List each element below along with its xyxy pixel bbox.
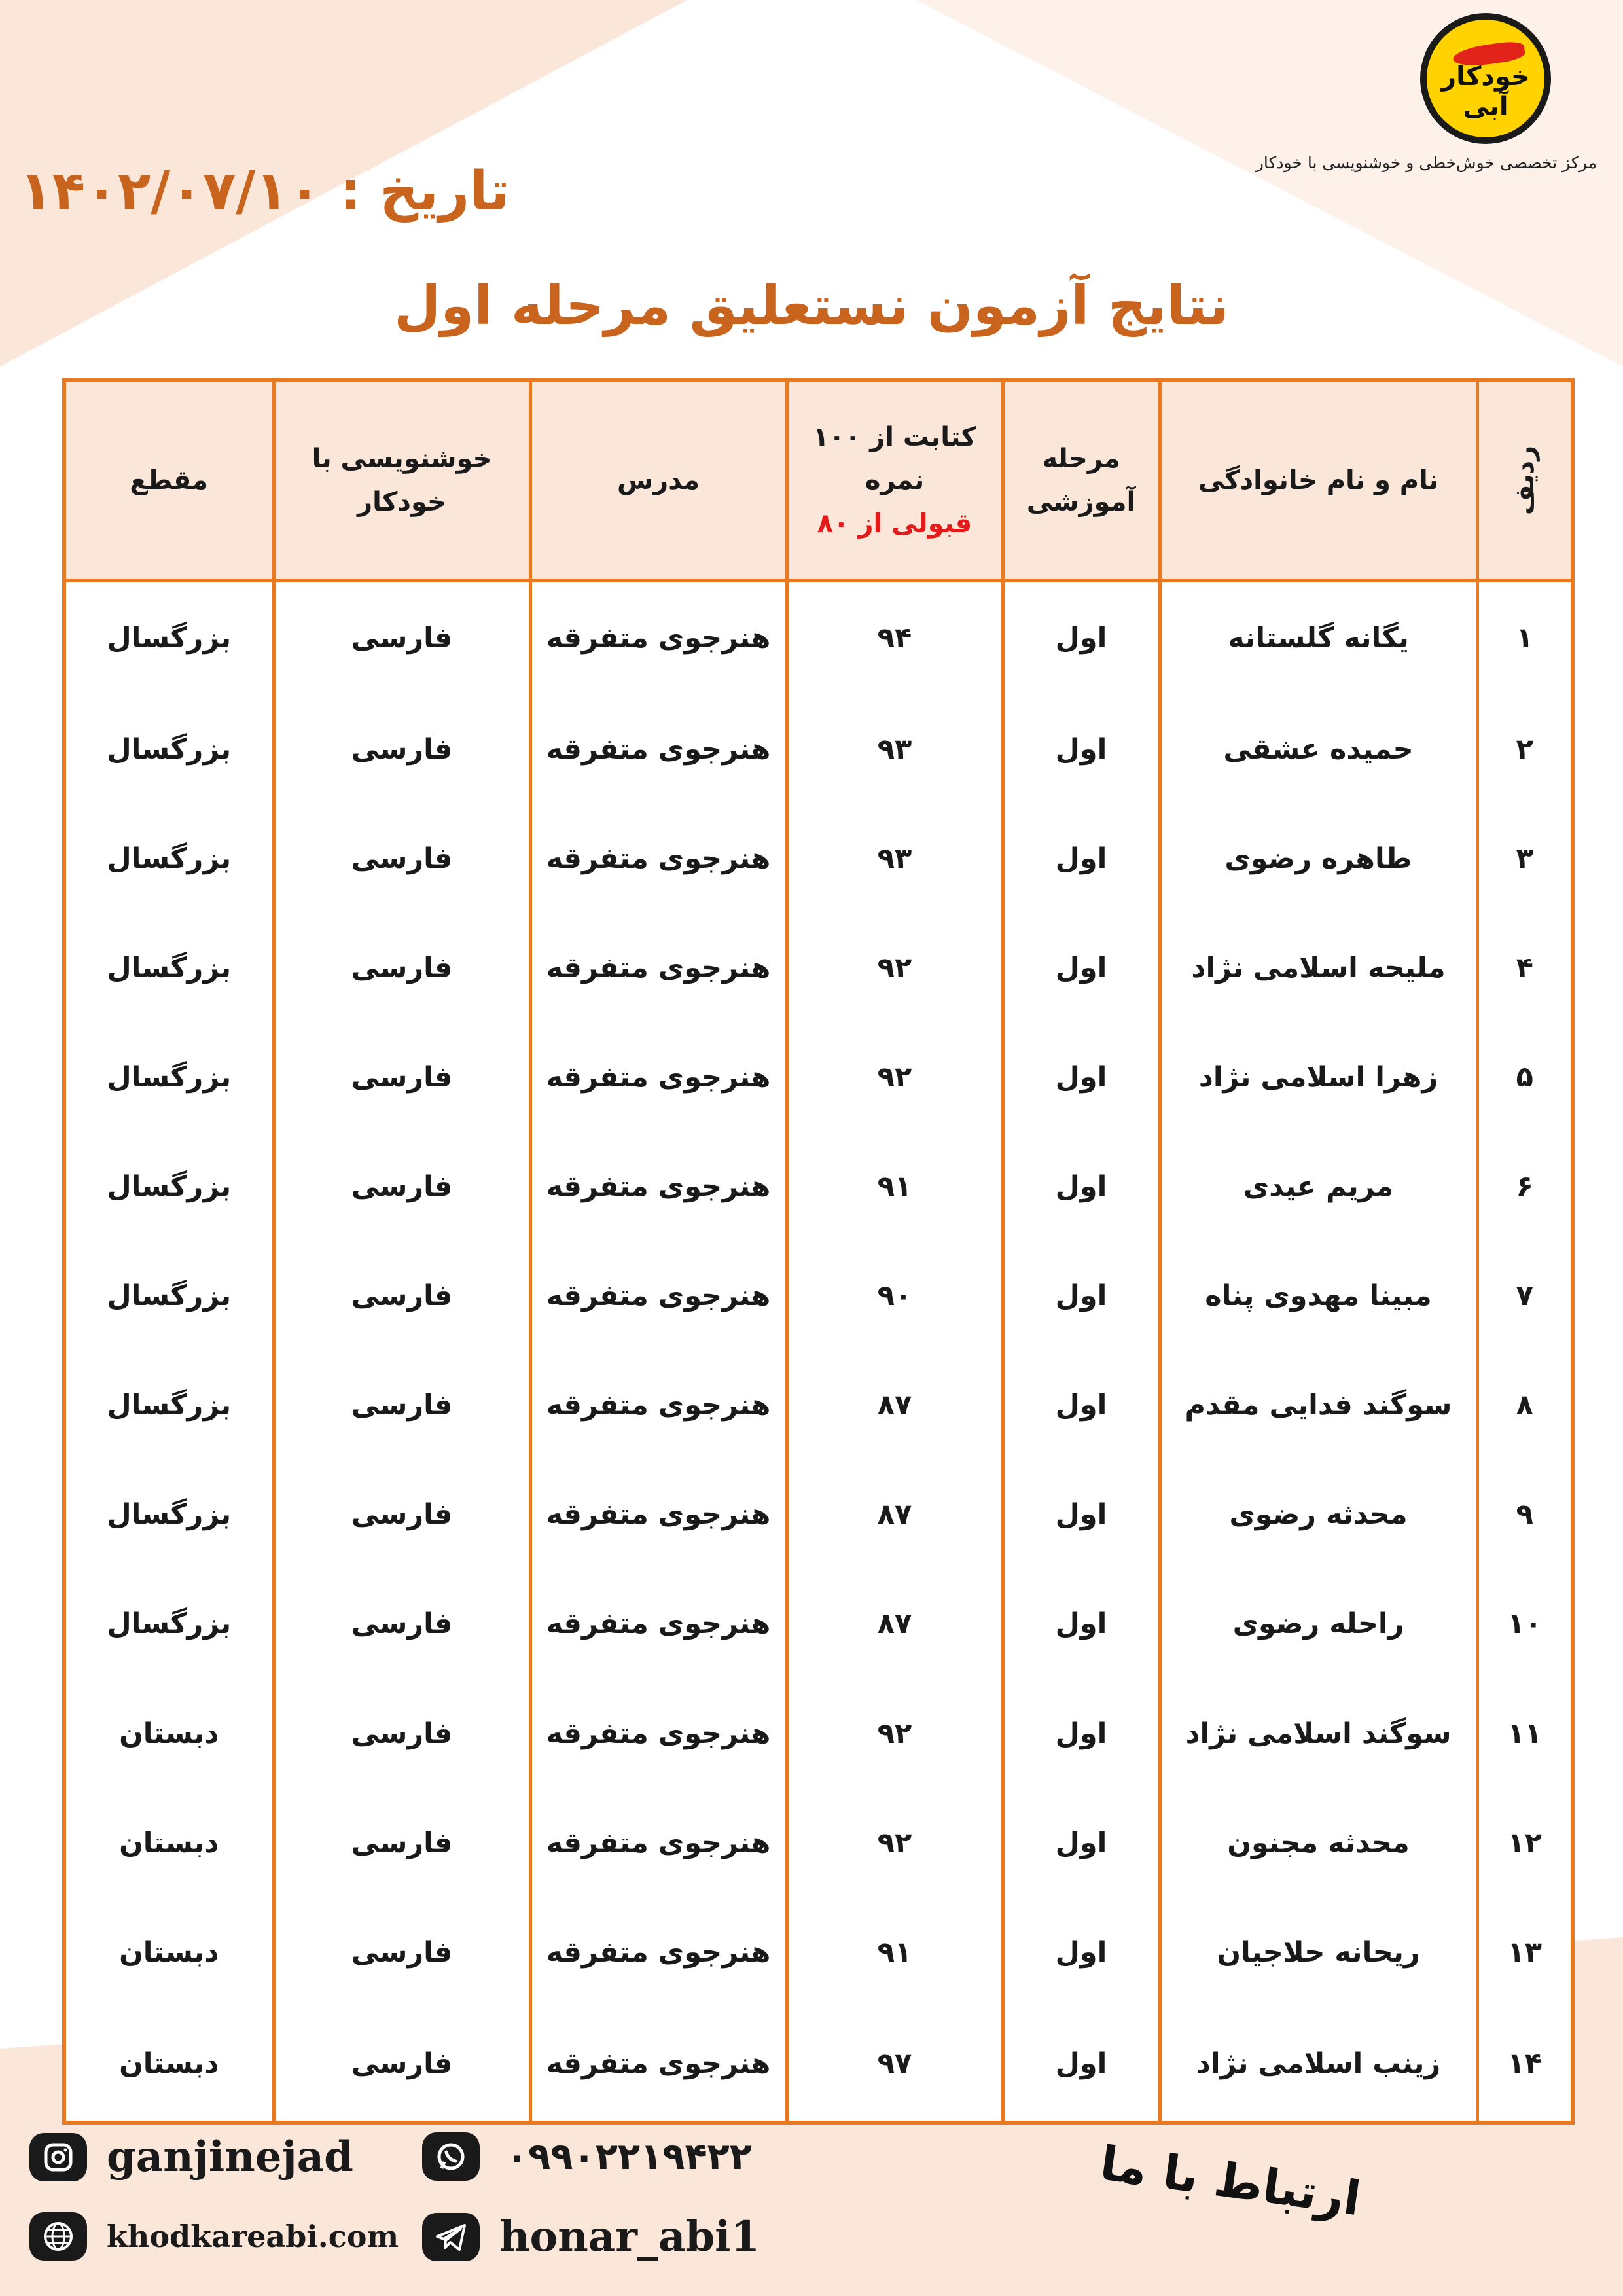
stage-cell: اول [1003, 914, 1160, 1023]
calligraphy-type-cell: فارسی [274, 1460, 530, 1570]
level-cell: دبستان [64, 1788, 274, 1897]
globe-icon [29, 2212, 87, 2261]
header-type: خوشنویسی با خودکار [274, 380, 530, 581]
table-row [64, 1460, 1573, 1570]
calligraphy-type-cell: فارسی [274, 1788, 530, 1897]
row-number-cell: ۹ [1477, 1460, 1573, 1570]
table-row [64, 1132, 1573, 1242]
teacher-cell: هنرجوی متفرقه [530, 1132, 787, 1242]
score-cell: ۹۲ [787, 1788, 1003, 1897]
teacher-cell: هنرجوی متفرقه [530, 581, 787, 695]
row-number-cell: ۲ [1477, 695, 1573, 804]
row-number-cell: ۳ [1477, 804, 1573, 914]
student-name-cell: سوگند فدایی مقدم [1160, 1351, 1477, 1460]
student-name-cell: زینب اسلامی نژاد [1160, 2007, 1477, 2123]
header-score: کتابت از ۱۰۰ نمره قبولی از ۸۰ [787, 380, 1003, 581]
instagram-contact[interactable] [29, 2132, 353, 2181]
header-stage: مرحله آموزشی [1003, 380, 1160, 581]
website-contact[interactable] [29, 2212, 399, 2261]
date-label: تاریخ : ۱۴۰۲/۰۷/۱۰ [20, 160, 510, 223]
row-number-cell: ۱۲ [1477, 1788, 1573, 1897]
score-cell: ۹۱ [787, 1132, 1003, 1242]
teacher-cell: هنرجوی متفرقه [530, 1242, 787, 1351]
calligraphy-type-cell: فارسی [274, 1897, 530, 2007]
score-cell: ۸۷ [787, 1351, 1003, 1460]
teacher-cell: هنرجوی متفرقه [530, 1023, 787, 1132]
level-cell: بزرگسال [64, 804, 274, 914]
telegram-contact[interactable] [422, 2212, 760, 2261]
table-row [64, 1023, 1573, 1132]
table-header-row [64, 380, 1573, 581]
score-cell: ۸۷ [787, 1570, 1003, 1679]
teacher-cell: هنرجوی متفرقه [530, 1351, 787, 1460]
calligraphy-type-cell: فارسی [274, 914, 530, 1023]
stage-cell: اول [1003, 1897, 1160, 2007]
level-cell: بزرگسال [64, 1132, 274, 1242]
row-number-cell: ۱۰ [1477, 1570, 1573, 1679]
row-number-cell: ۷ [1477, 1242, 1573, 1351]
score-cell: ۹۳ [787, 804, 1003, 914]
stage-cell: اول [1003, 1023, 1160, 1132]
level-cell: بزرگسال [64, 581, 274, 695]
results-table-wrapper [62, 378, 1571, 2125]
header-row-number: ردیف [1477, 380, 1573, 581]
level-cell: بزرگسال [64, 1570, 274, 1679]
table-body [64, 581, 1573, 2123]
stage-cell: اول [1003, 2007, 1160, 2123]
stage-cell: اول [1003, 1788, 1160, 1897]
website-url: khodkareabi.com [107, 2219, 399, 2254]
logo-emblem [1420, 13, 1551, 144]
level-cell: بزرگسال [64, 1351, 274, 1460]
stage-cell: اول [1003, 1679, 1160, 1788]
telegram-handle: honar_abi1 [499, 2212, 760, 2261]
header-name: نام و نام خانوادگی [1160, 380, 1477, 581]
header-level: مقطع [64, 380, 274, 581]
table-row [64, 695, 1573, 804]
row-number-cell: ۱۴ [1477, 2007, 1573, 2123]
teacher-cell: هنرجوی متفرقه [530, 1460, 787, 1570]
score-cell: ۹۳ [787, 695, 1003, 804]
score-cell: ۹۲ [787, 1023, 1003, 1132]
teacher-cell: هنرجوی متفرقه [530, 804, 787, 914]
student-name-cell: یگانه گلستانه [1160, 581, 1477, 695]
whatsapp-icon [422, 2132, 480, 2181]
row-number-cell: ۶ [1477, 1132, 1573, 1242]
teacher-cell: هنرجوی متفرقه [530, 1679, 787, 1788]
table-row [64, 1570, 1573, 1679]
row-number-cell: ۱ [1477, 581, 1573, 695]
telegram-icon [422, 2213, 480, 2261]
row-number-cell: ۱۳ [1477, 1897, 1573, 2007]
calligraphy-type-cell: فارسی [274, 581, 530, 695]
student-name-cell: محدثه رضوی [1160, 1460, 1477, 1570]
table-row [64, 1351, 1573, 1460]
row-number-cell: ۱۱ [1477, 1679, 1573, 1788]
student-name-cell: ریحانه حلاجیان [1160, 1897, 1477, 2007]
level-cell: بزرگسال [64, 1460, 274, 1570]
whatsapp-contact[interactable] [422, 2132, 752, 2181]
level-cell: بزرگسال [64, 1023, 274, 1132]
score-cell: ۹۰ [787, 1242, 1003, 1351]
score-cell: ۹۲ [787, 1679, 1003, 1788]
stage-cell: اول [1003, 1570, 1160, 1679]
page-title: نتایج آزمون نستعلیق مرحله اول [394, 275, 1229, 337]
calligraphy-type-cell: فارسی [274, 695, 530, 804]
calligraphy-type-cell: فارسی [274, 1351, 530, 1460]
student-name-cell: ملیحه اسلامی نژاد [1160, 914, 1477, 1023]
student-name-cell: مریم عیدی [1160, 1132, 1477, 1242]
calligraphy-type-cell: فارسی [274, 1023, 530, 1132]
row-number-cell: ۵ [1477, 1023, 1573, 1132]
logo-name: خودکار آبی [1441, 62, 1530, 122]
row-number-cell: ۴ [1477, 914, 1573, 1023]
student-name-cell: حمیده عشقی [1160, 695, 1477, 804]
teacher-cell: هنرجوی متفرقه [530, 1897, 787, 2007]
student-name-cell: راحله رضوی [1160, 1570, 1477, 1679]
level-cell: بزرگسال [64, 914, 274, 1023]
instagram-icon [29, 2133, 87, 2181]
logo-tagline: مرکز تخصصی خوش‌خطی و خوشنویسی با خودکار [1255, 153, 1597, 172]
calligraphy-type-cell: فارسی [274, 1679, 530, 1788]
level-cell: دبستان [64, 1679, 274, 1788]
score-cell: ۹۱ [787, 1897, 1003, 2007]
table-row [64, 1679, 1573, 1788]
stage-cell: اول [1003, 1460, 1160, 1570]
level-cell: بزرگسال [64, 1242, 274, 1351]
teacher-cell: هنرجوی متفرقه [530, 1788, 787, 1897]
student-name-cell: طاهره رضوی [1160, 804, 1477, 914]
teacher-cell: هنرجوی متفرقه [530, 2007, 787, 2123]
student-name-cell: مبینا مهدوی پناه [1160, 1242, 1477, 1351]
student-name-cell: زهرا اسلامی نژاد [1160, 1023, 1477, 1132]
stage-cell: اول [1003, 695, 1160, 804]
calligraphy-type-cell: فارسی [274, 804, 530, 914]
calligraphy-type-cell: فارسی [274, 1132, 530, 1242]
phone-number: ۰۹۹۰۲۲۱۹۴۲۲ [506, 2135, 752, 2178]
level-cell: بزرگسال [64, 695, 274, 804]
student-name-cell: سوگند اسلامی نژاد [1160, 1679, 1477, 1788]
level-cell: دبستان [64, 2007, 274, 2123]
results-table [62, 378, 1575, 2125]
stage-cell: اول [1003, 804, 1160, 914]
instagram-handle: ganjinejad [107, 2132, 353, 2181]
level-cell: دبستان [64, 1897, 274, 2007]
score-cell: ۹۴ [787, 581, 1003, 695]
teacher-cell: هنرجوی متفرقه [530, 914, 787, 1023]
score-cell: ۹۲ [787, 914, 1003, 1023]
logo [1255, 13, 1597, 172]
calligraphy-type-cell: فارسی [274, 1242, 530, 1351]
table-row [64, 914, 1573, 1023]
score-cell: ۸۷ [787, 1460, 1003, 1570]
stage-cell: اول [1003, 1242, 1160, 1351]
stage-cell: اول [1003, 581, 1160, 695]
student-name-cell: محدثه مجنون [1160, 1788, 1477, 1897]
stage-cell: اول [1003, 1132, 1160, 1242]
table-row [64, 2007, 1573, 2123]
table-row [64, 1242, 1573, 1351]
stage-cell: اول [1003, 1351, 1160, 1460]
pass-threshold: قبولی از ۸۰ [817, 509, 972, 539]
teacher-cell: هنرجوی متفرقه [530, 1570, 787, 1679]
table-row [64, 804, 1573, 914]
calligraphy-type-cell: فارسی [274, 2007, 530, 2123]
table-row [64, 1897, 1573, 2007]
calligraphy-type-cell: فارسی [274, 1570, 530, 1679]
contact-us-label: ارتباط با ما [1097, 2135, 1364, 2227]
row-number-cell: ۸ [1477, 1351, 1573, 1460]
table-row [64, 581, 1573, 695]
score-cell: ۹۷ [787, 2007, 1003, 2123]
header-teacher: مدرس [530, 380, 787, 581]
table-row [64, 1788, 1573, 1897]
teacher-cell: هنرجوی متفرقه [530, 695, 787, 804]
